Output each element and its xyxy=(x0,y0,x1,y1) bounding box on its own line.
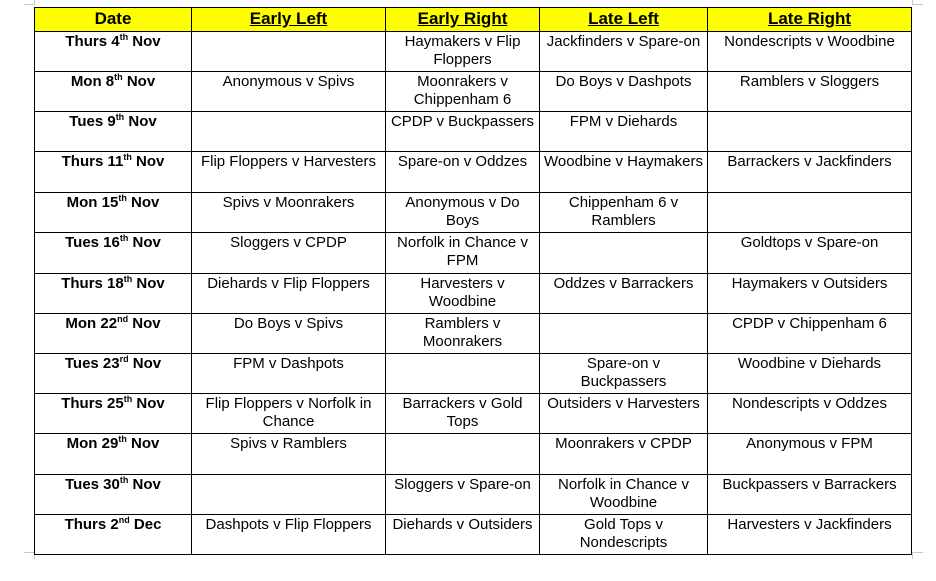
date-month: Nov xyxy=(132,275,165,292)
date-day: Tues 23 xyxy=(64,355,120,372)
early-left-fixture xyxy=(192,112,386,152)
late-left-fixture: Norfolk in Chance v Woodbine xyxy=(540,475,708,515)
early-left-fixture: Spivs v Ramblers xyxy=(192,434,386,475)
date-cell xyxy=(35,354,192,394)
early-left-fixture xyxy=(192,475,386,515)
late-left-fixture: Do Boys v Dashpots xyxy=(540,72,708,112)
date-cell xyxy=(35,72,192,112)
date-day: Tues 9 xyxy=(69,113,116,130)
late-left-fixture: Oddzes v Barrackers xyxy=(540,274,708,314)
table-row xyxy=(35,72,912,112)
date-cell xyxy=(35,394,192,434)
late-right-fixture: Buckpassers v Barrackers xyxy=(708,475,912,515)
late-right-fixture: Nondescripts v Oddzes xyxy=(708,394,912,434)
date-month: Nov xyxy=(128,476,161,493)
date-day: Mon 22 xyxy=(65,315,118,332)
date-ordinal-suffix: th xyxy=(118,193,127,203)
date-cell xyxy=(35,434,192,475)
late-left-fixture: FPM v Diehards xyxy=(540,112,708,152)
date-cell xyxy=(35,152,192,193)
early-right-fixture: Harvesters v Woodbine xyxy=(386,274,540,314)
late-left-fixture: Chippenham 6 v Ramblers xyxy=(540,193,708,233)
late-right-fixture: Anonymous v FPM xyxy=(708,434,912,475)
date-day: Thurs 25 xyxy=(61,395,124,412)
date-day: Thurs 4 xyxy=(65,33,120,50)
early-right-fixture: Haymakers v Flip Floppers xyxy=(386,32,540,72)
late-right-fixture xyxy=(708,193,912,233)
date-day: Thurs 11 xyxy=(61,153,124,170)
date-day: Mon 8 xyxy=(70,73,115,90)
header-early-left: Early Left xyxy=(192,8,386,32)
page-corner-mark-top-left xyxy=(24,0,35,5)
early-right-fixture: Sloggers v Spare-on xyxy=(386,475,540,515)
date-cell xyxy=(35,233,192,274)
early-left-fixture: Flip Floppers v Norfolk in Chance xyxy=(192,394,386,434)
table-row xyxy=(35,475,912,515)
table-row xyxy=(35,434,912,475)
early-left-fixture: Flip Floppers v Harvesters xyxy=(192,152,386,193)
header-date: Date xyxy=(35,8,192,32)
late-right-fixture: Barrackers v Jackfinders xyxy=(708,152,912,193)
early-left-fixture: Sloggers v CPDP xyxy=(192,233,386,274)
early-left-fixture xyxy=(192,32,386,72)
late-left-fixture: Moonrakers v CPDP xyxy=(540,434,708,475)
early-right-fixture: Ramblers v Moonrakers xyxy=(386,314,540,354)
date-month: Nov xyxy=(126,194,160,211)
date-day: Tues 30 xyxy=(65,476,120,493)
early-right-fixture: Norfolk in Chance v FPM xyxy=(386,233,540,274)
early-left-fixture: Anonymous v Spivs xyxy=(192,72,386,112)
date-ordinal-suffix: nd xyxy=(117,314,129,324)
date-ordinal-suffix: th xyxy=(119,233,129,243)
late-right-fixture: Haymakers v Outsiders xyxy=(708,274,912,314)
early-left-fixture: Diehards v Flip Floppers xyxy=(192,274,386,314)
date-month: Dec xyxy=(129,516,162,533)
date-cell xyxy=(35,32,192,72)
early-left-fixture: Spivs v Moonrakers xyxy=(192,193,386,233)
date-ordinal-suffix: th xyxy=(114,72,123,82)
late-left-fixture: Gold Tops v Nondescripts xyxy=(540,515,708,555)
date-ordinal-suffix: th xyxy=(123,274,133,284)
late-right-fixture: CPDP v Chippenham 6 xyxy=(708,314,912,354)
table-row xyxy=(35,233,912,274)
date-month: Nov xyxy=(122,73,156,90)
table-row xyxy=(35,152,912,193)
date-day: Mon 15 xyxy=(66,194,119,211)
date-ordinal-suffix: rd xyxy=(119,354,129,364)
early-right-fixture: Spare-on v Oddzes xyxy=(386,152,540,193)
early-right-fixture: Moonrakers v Chippenham 6 xyxy=(386,72,540,112)
date-day: Tues 16 xyxy=(65,234,120,251)
date-month: Nov xyxy=(128,355,162,372)
header-late-right: Late Right xyxy=(708,8,912,32)
early-right-fixture: CPDP v Buckpassers xyxy=(386,112,540,152)
date-cell xyxy=(35,314,192,354)
early-left-fixture: Dashpots v Flip Floppers xyxy=(192,515,386,555)
date-ordinal-suffix: th xyxy=(115,112,125,122)
table-row xyxy=(35,354,912,394)
date-day: Mon 29 xyxy=(66,435,119,452)
late-right-fixture: Harvesters v Jackfinders xyxy=(708,515,912,555)
date-month: Nov xyxy=(128,315,161,332)
early-left-fixture: Do Boys v Spivs xyxy=(192,314,386,354)
header-row xyxy=(35,8,912,32)
date-month: Nov xyxy=(128,33,161,50)
late-left-fixture: Spare-on v Buckpassers xyxy=(540,354,708,394)
late-right-fixture: Nondescripts v Woodbine xyxy=(708,32,912,72)
table-row xyxy=(35,515,912,555)
late-right-fixture: Goldtops v Spare-on xyxy=(708,233,912,274)
date-ordinal-suffix: th xyxy=(123,152,132,162)
date-cell xyxy=(35,475,192,515)
table-row xyxy=(35,394,912,434)
header-early-right: Early Right xyxy=(386,8,540,32)
late-left-fixture: Woodbine v Haymakers xyxy=(540,152,708,193)
date-month: Nov xyxy=(124,113,157,130)
date-day: Thurs 2 xyxy=(64,516,119,533)
date-cell xyxy=(35,274,192,314)
date-cell xyxy=(35,112,192,152)
table-row xyxy=(35,32,912,72)
late-left-fixture: Jackfinders v Spare-on xyxy=(540,32,708,72)
table-row xyxy=(35,112,912,152)
early-right-fixture xyxy=(386,354,540,394)
date-month: Nov xyxy=(126,435,160,452)
late-right-fixture xyxy=(708,112,912,152)
page-corner-mark-top-right xyxy=(912,0,923,5)
date-cell xyxy=(35,515,192,555)
late-right-fixture: Woodbine v Diehards xyxy=(708,354,912,394)
date-cell xyxy=(35,193,192,233)
date-month: Nov xyxy=(131,153,165,170)
table-body xyxy=(35,32,912,555)
late-left-fixture xyxy=(540,314,708,354)
date-day: Thurs 18 xyxy=(61,275,124,292)
early-right-fixture: Anonymous v Do Boys xyxy=(386,193,540,233)
early-right-fixture xyxy=(386,434,540,475)
late-left-fixture: Outsiders v Harvesters xyxy=(540,394,708,434)
date-month: Nov xyxy=(132,395,165,412)
page-corner-mark-bottom-right xyxy=(912,552,923,559)
table-row xyxy=(35,193,912,233)
date-ordinal-suffix: nd xyxy=(118,515,130,525)
header-late-left: Late Left xyxy=(540,8,708,32)
late-right-fixture: Ramblers v Sloggers xyxy=(708,72,912,112)
early-right-fixture: Barrackers v Gold Tops xyxy=(386,394,540,434)
table-row xyxy=(35,274,912,314)
early-right-fixture: Diehards v Outsiders xyxy=(386,515,540,555)
date-ordinal-suffix: th xyxy=(119,32,129,42)
date-ordinal-suffix: th xyxy=(123,394,133,404)
date-ordinal-suffix: th xyxy=(118,434,127,444)
fixtures-table xyxy=(34,7,912,555)
late-left-fixture xyxy=(540,233,708,274)
table-header xyxy=(35,8,912,32)
date-month: Nov xyxy=(128,234,161,251)
early-left-fixture: FPM v Dashpots xyxy=(192,354,386,394)
date-ordinal-suffix: th xyxy=(119,475,129,485)
table-row xyxy=(35,314,912,354)
